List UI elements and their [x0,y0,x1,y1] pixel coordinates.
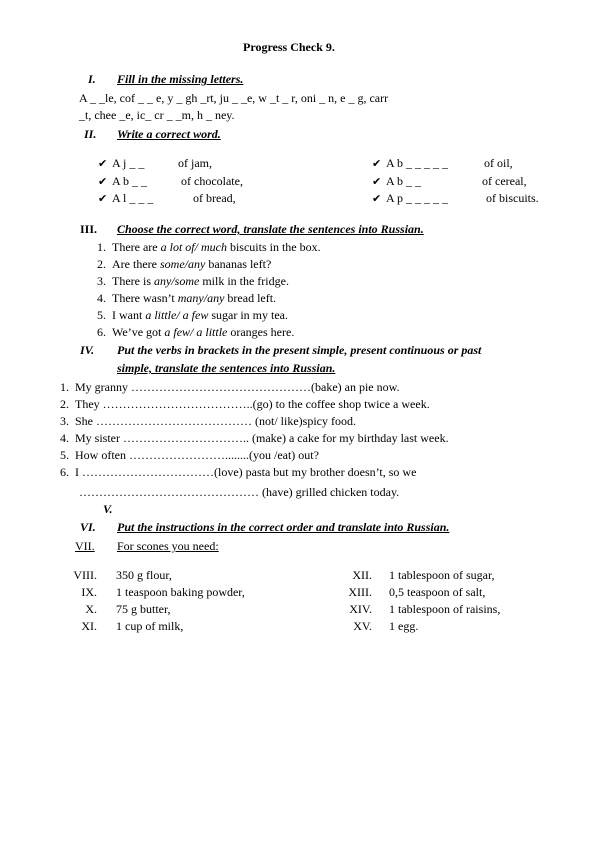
section-1-number: I. [88,72,96,86]
word-item-right-3: ✔ A p _ _ _ _ _ [372,191,449,205]
verb-item-3: 3. She ………………………………… (not/ like)spicy food. [60,414,356,428]
section-4-heading-1: Put the verbs in brackets in the present simple, present continuous or past [117,343,482,357]
section-1-heading: Fill in the missing letters. [117,72,244,86]
check-icon: ✔ [372,157,382,170]
ingredient-number: XII. [352,568,372,582]
section-6-heading: Put the instructions in the correct order and translate into Russian. [117,520,450,534]
section-5-number: V. [103,502,113,516]
verb-item-6-continuation: ……………………………………… (have) grilled chicken today. [79,485,400,499]
choose-item-2: 2. Are there some/any bananas left? [97,257,272,271]
verb-item-5: 5. How often ……………………........(you /eat) out? [60,448,319,462]
ingredient-number: XIV. [349,602,372,616]
section-1-line-1: A _ _le, cof _ _ e, y _ gh _rt, ju _ _e, w _t _ r, oni _ n, e _ g, carr [79,91,389,105]
section-3-heading: Choose the correct word, translate the sentences into Russian. [117,222,424,236]
ingredient-number: VIII. [73,568,97,582]
ingredient-number: XI. [81,619,97,633]
choose-item-5: 5. I want a little/ a few sugar in my tea. [97,308,288,322]
ingredient-number: XIII. [348,585,372,599]
word-item-left-2: ✔ A b _ _ [98,174,148,188]
section-3-number: III. [80,222,98,236]
word-item-left-2-suffix: of chocolate, [181,174,243,188]
choose-item-6: 6. We’ve got a few/ a little oranges here. [97,325,295,339]
ingredient-text: 350 g flour, [116,568,172,582]
word-item-right-2-suffix: of cereal, [482,174,527,188]
ingredient-text: 75 g butter, [116,602,171,616]
ingredient-text: 0,5 teaspoon of salt, [389,585,486,599]
check-icon: ✔ [372,175,382,188]
ingredient-text: 1 tablespoon of sugar, [389,568,495,582]
word-item-left-1-suffix: of jam, [178,156,212,170]
section-4-number: IV. [80,343,95,357]
verb-item-1: 1. My granny ………………………………………(bake) an pie now. [60,380,400,394]
choose-item-3: 3. There is any/some milk in the fridge. [97,274,289,288]
section-2-heading: Write a correct word. [117,127,221,141]
word-item-right-3-suffix: of biscuits. [486,191,539,205]
choose-item-4: 4. There wasn’t many/any bread left. [97,291,277,305]
check-icon: ✔ [98,192,108,205]
word-item-left-3: ✔ A l _ _ _ [98,191,154,205]
check-icon: ✔ [98,175,108,188]
ingredient-text: 1 tablespoon of raisins, [389,602,501,616]
word-item-left-1: ✔ A j _ _ [98,156,145,170]
ingredient-text: 1 cup of milk, [116,619,184,633]
word-item-right-2: ✔ A b _ _ [372,174,422,188]
word-item-left-3-suffix: of bread, [193,191,236,205]
verb-item-2: 2. They ………………………………..(go) to the coffee shop twice a week. [60,397,430,411]
ingredient-text: 1 egg. [389,619,419,633]
ingredient-number: X. [85,602,97,616]
check-icon: ✔ [98,157,108,170]
section-2-number: II. [84,127,97,141]
section-4-heading-2: simple, translate the sentences into Russian. [117,361,336,375]
section-7-number: VII. [75,539,95,553]
page-title: Progress Check 9. [243,40,335,54]
verb-item-6: 6. I ……………………………(love) pasta but my brother doesn’t, so we [60,465,417,479]
section-6-number: VI. [80,520,96,534]
verb-item-4: 4. My sister ………………………….. (make) a cake for my birthday last week. [60,431,449,445]
ingredient-text: 1 teaspoon baking powder, [116,585,245,599]
word-item-right-1: ✔ A b _ _ _ _ _ [372,156,449,170]
section-7-heading: For scones you need: [117,539,219,553]
ingredient-number: IX. [81,585,97,599]
ingredient-number: XV. [353,619,372,633]
word-item-right-1-suffix: of oil, [484,156,513,170]
check-icon: ✔ [372,192,382,205]
choose-item-1: 1. There are a lot of/ much biscuits in the box. [97,240,321,254]
section-1-line-2: _t, chee _e, ic_ cr _ _m, h _ ney. [79,108,235,122]
